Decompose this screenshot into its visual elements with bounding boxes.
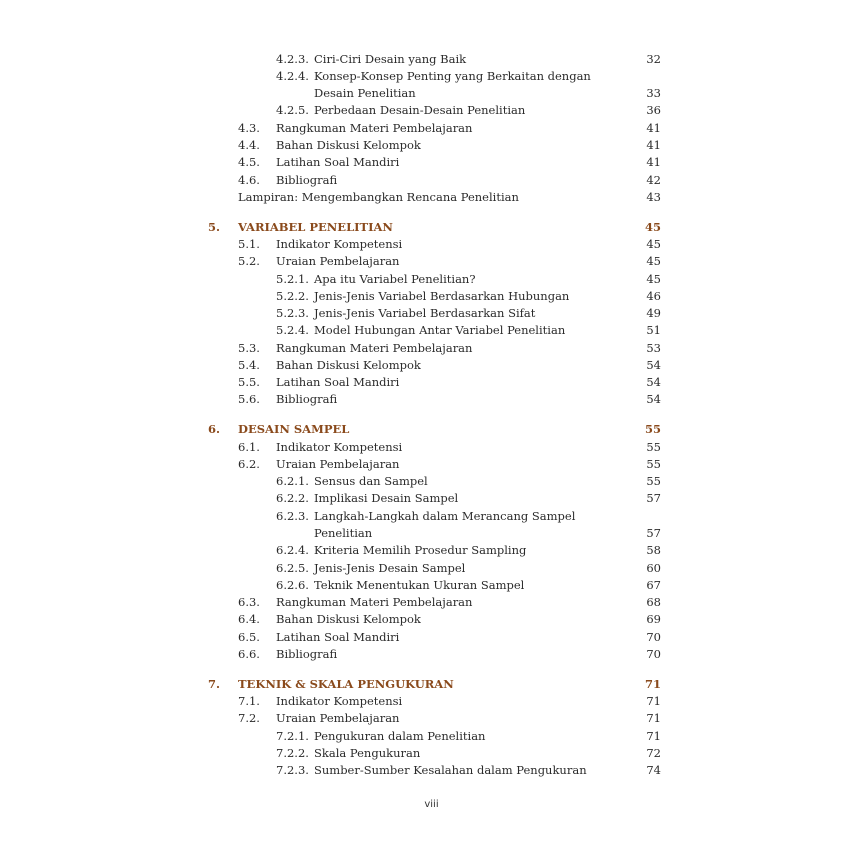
- toc-page-number: 69: [646, 612, 661, 626]
- toc-page-number: 60: [646, 561, 661, 575]
- toc-entry: [0, 391, 863, 408]
- toc-title: Jenis-Jenis Variabel Berdasarkan Hubungan: [314, 289, 570, 303]
- toc-entry: [0, 154, 863, 171]
- toc-entry: [0, 542, 863, 559]
- toc-title: Konsep-Konsep Penting yang Berkaitan dengan: [314, 69, 591, 83]
- toc-title: Perbedaan Desain-Desain Penelitian: [314, 103, 526, 117]
- toc-title: Model Hubungan Antar Variabel Penelitian: [314, 323, 566, 337]
- toc-number: 6.3.: [238, 595, 260, 609]
- toc-entry: [0, 629, 863, 646]
- toc-entry: [0, 85, 863, 102]
- toc-title: Sumber-Sumber Kesalahan dalam Pengukuran: [314, 763, 587, 777]
- toc-entry: [0, 102, 863, 119]
- toc-page-number: 71: [646, 694, 661, 708]
- toc-number: 5.: [208, 220, 221, 234]
- toc-title: Latihan Soal Mandiri: [276, 375, 400, 389]
- toc-page-number: 41: [646, 155, 661, 169]
- toc-number: 6.5.: [238, 630, 260, 644]
- toc-title: Lampiran: Mengembangkan Rencana Penelitian: [238, 190, 519, 204]
- toc-number: 4.6.: [238, 173, 260, 187]
- toc-title: Bibliografi: [276, 392, 338, 406]
- toc-number: 4.2.4.: [276, 69, 309, 83]
- toc-entry: [0, 189, 863, 206]
- toc-entry: [0, 305, 863, 322]
- toc-entry: [0, 728, 863, 745]
- toc-number: 6.6.: [238, 647, 260, 661]
- toc-title: Implikasi Desain Sampel: [314, 491, 459, 505]
- toc-title: Latihan Soal Mandiri: [276, 155, 400, 169]
- toc-number: 6.4.: [238, 612, 260, 626]
- toc-number: 5.3.: [238, 341, 260, 355]
- toc-page-number: 41: [646, 121, 661, 135]
- toc-page-number: 55: [646, 457, 661, 471]
- toc-number: 5.4.: [238, 358, 260, 372]
- toc-page-number: 32: [646, 52, 661, 66]
- toc-title: Indikator Kompetensi: [276, 694, 403, 708]
- toc-title: DESAIN SAMPEL: [238, 422, 350, 436]
- toc-number: 5.2.2.: [276, 289, 309, 303]
- toc-number: 6.2.4.: [276, 543, 309, 557]
- toc-entry: [0, 322, 863, 339]
- toc-page-number: 43: [646, 190, 661, 204]
- toc-number: 7.2.1.: [276, 729, 309, 743]
- toc-number: 6.1.: [238, 440, 260, 454]
- toc-entry: [0, 51, 863, 68]
- toc-entry: [0, 646, 863, 663]
- toc-entry: [0, 120, 863, 137]
- toc-title: Skala Pengukuran: [314, 746, 421, 760]
- toc-number: 6.2.2.: [276, 491, 309, 505]
- toc-chapter: [0, 219, 863, 236]
- toc-chapter: [0, 421, 863, 438]
- toc-title: Apa itu Variabel Penelitian?: [314, 272, 476, 286]
- toc-title: Rangkuman Materi Pembelajaran: [276, 341, 473, 355]
- toc-title: Langkah-Langkah dalam Merancang Sampel: [314, 509, 576, 523]
- toc-title: Uraian Pembelajaran: [276, 254, 400, 268]
- toc-entry: [0, 253, 863, 270]
- toc-title: Ciri-Ciri Desain yang Baik: [314, 52, 467, 66]
- toc-number: 4.3.: [238, 121, 260, 135]
- toc-title: TEKNIK & SKALA PENGUKURAN: [238, 677, 454, 691]
- toc-title: Indikator Kompetensi: [276, 440, 403, 454]
- toc-page-number: 55: [646, 440, 661, 454]
- toc-entry: [0, 693, 863, 710]
- toc-title: Bahan Diskusi Kelompok: [276, 138, 421, 152]
- toc-entry: [0, 137, 863, 154]
- toc-title: Bibliografi: [276, 173, 338, 187]
- toc-page-number: 58: [646, 543, 661, 557]
- toc-page-number: 57: [646, 526, 661, 540]
- toc-title: Teknik Menentukan Ukuran Sampel: [314, 578, 525, 592]
- toc-page-number: 51: [646, 323, 661, 337]
- toc-entry: [0, 762, 863, 779]
- toc-title: Rangkuman Materi Pembelajaran: [276, 121, 473, 135]
- toc-entry: [0, 271, 863, 288]
- toc-number: 6.2.5.: [276, 561, 309, 575]
- toc-entry: [0, 236, 863, 253]
- toc-chapter: [0, 676, 863, 693]
- toc-entry: [0, 288, 863, 305]
- toc-number: 4.2.3.: [276, 52, 309, 66]
- toc-entry: [0, 340, 863, 357]
- toc-number: 6.2.: [238, 457, 260, 471]
- toc-number: 4.5.: [238, 155, 260, 169]
- toc-entry: [0, 357, 863, 374]
- toc-entry: [0, 490, 863, 507]
- toc-page-number: 53: [646, 341, 661, 355]
- toc-title: Bahan Diskusi Kelompok: [276, 358, 421, 372]
- toc-number: 5.6.: [238, 392, 260, 406]
- page-number: viii: [424, 799, 439, 810]
- toc-page-number: 68: [646, 595, 661, 609]
- toc-page-number: 33: [646, 86, 661, 100]
- toc-entry: [0, 560, 863, 577]
- toc-number: 5.2.: [238, 254, 260, 268]
- toc-number: 7.1.: [238, 694, 260, 708]
- toc-page-number: 55: [646, 474, 661, 488]
- toc-number: 4.2.5.: [276, 103, 309, 117]
- toc-title: Bibliografi: [276, 647, 338, 661]
- toc-page-number: 67: [646, 578, 661, 592]
- toc-title: Rangkuman Materi Pembelajaran: [276, 595, 473, 609]
- toc-title: Jenis-Jenis Variabel Berdasarkan Sifat: [314, 306, 536, 320]
- toc-number: 5.2.1.: [276, 272, 309, 286]
- toc-page-number: 57: [646, 491, 661, 505]
- toc-page-number: 71: [644, 677, 661, 691]
- toc-entry: [0, 710, 863, 727]
- toc-entry: [0, 439, 863, 456]
- toc-page-number: 70: [646, 647, 661, 661]
- toc-page-number: 42: [646, 173, 661, 187]
- toc-page-number: 71: [646, 729, 661, 743]
- toc-entry: [0, 745, 863, 762]
- toc-entry: [0, 374, 863, 391]
- toc-entry: [0, 68, 863, 85]
- toc-page-number: 45: [646, 272, 661, 286]
- toc-title: Uraian Pembelajaran: [276, 457, 400, 471]
- toc-entry: [0, 611, 863, 628]
- toc-title: Uraian Pembelajaran: [276, 711, 400, 725]
- toc-number: 5.1.: [238, 237, 260, 251]
- toc-page-number: 71: [646, 711, 661, 725]
- toc-page-number: 49: [646, 306, 661, 320]
- toc-page-number: 72: [646, 746, 661, 760]
- toc-number: 6.2.3.: [276, 509, 309, 523]
- toc-title: Jenis-Jenis Desain Sampel: [314, 561, 466, 575]
- toc-title: Pengukuran dalam Penelitian: [314, 729, 486, 743]
- toc-page-number: 45: [646, 237, 661, 251]
- toc-number: 7.2.: [238, 711, 260, 725]
- toc-entry: [0, 456, 863, 473]
- toc-entry: [0, 508, 863, 525]
- toc-entry: [0, 577, 863, 594]
- toc-number: 4.4.: [238, 138, 260, 152]
- toc-page-number: 45: [646, 254, 661, 268]
- toc-title: Desain Penelitian: [314, 86, 416, 100]
- toc-page-number: 54: [646, 375, 661, 389]
- toc-title: Indikator Kompetensi: [276, 237, 403, 251]
- toc-number: 7.: [208, 677, 221, 691]
- toc-page-number: 70: [646, 630, 661, 644]
- toc-title: Bahan Diskusi Kelompok: [276, 612, 421, 626]
- toc-entry: [0, 525, 863, 542]
- toc-page-number: 46: [646, 289, 661, 303]
- toc-entry: [0, 172, 863, 189]
- toc-page-number: 54: [646, 392, 661, 406]
- toc-title: Latihan Soal Mandiri: [276, 630, 400, 644]
- toc-number: 7.2.3.: [276, 763, 309, 777]
- toc-entry: [0, 594, 863, 611]
- toc-number: 6.2.1.: [276, 474, 309, 488]
- toc-title: VARIABEL PENELITIAN: [238, 220, 393, 234]
- toc-number: 7.2.2.: [276, 746, 309, 760]
- toc-page-number: 54: [646, 358, 661, 372]
- toc-number: 5.2.4.: [276, 323, 309, 337]
- toc-page-number: 41: [646, 138, 661, 152]
- toc-page-number: 45: [644, 220, 661, 234]
- toc-number: 6.: [208, 422, 221, 436]
- toc-page-number: 55: [644, 422, 661, 436]
- toc-title: Penelitian: [314, 526, 373, 540]
- toc-entry: [0, 473, 863, 490]
- toc-number: 5.5.: [238, 375, 260, 389]
- toc-title: Kriteria Memilih Prosedur Sampling: [314, 543, 527, 557]
- toc-number: 6.2.6.: [276, 578, 309, 592]
- toc-number: 5.2.3.: [276, 306, 309, 320]
- toc-page-number: 36: [646, 103, 661, 117]
- toc-title: Sensus dan Sampel: [314, 474, 428, 488]
- toc-page-number: 74: [646, 763, 661, 777]
